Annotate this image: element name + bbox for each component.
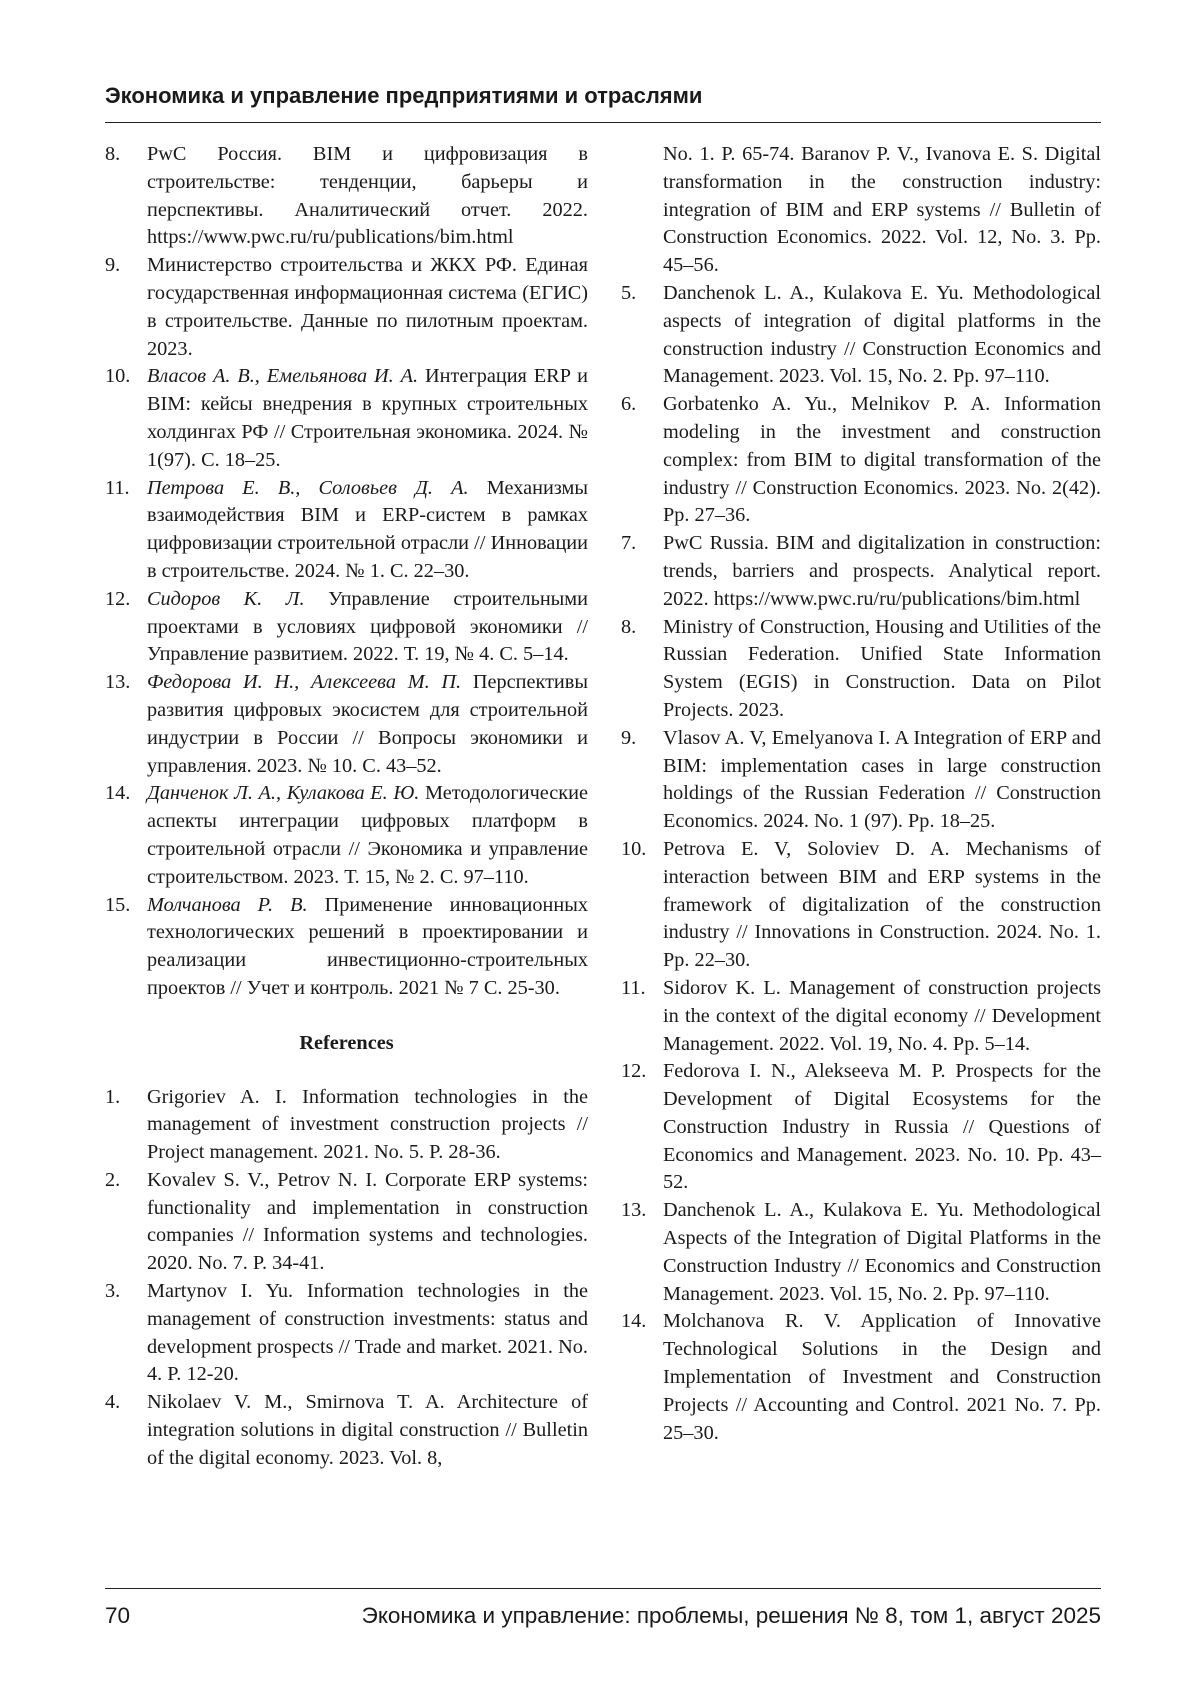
english-reference-list xyxy=(105,1084,588,1473)
reference-item: 11. Петрова Е. В., Соловьев Д. А. Механизмы взаимодействия BIM и ERP-систем в рамках цифровизации строительной отрасли // Инновации в строительстве. 2024. № 1. С. 22–30. xyxy=(105,476,588,582)
reference-item: 5. Danchenok L. A., Kulakova E. Yu. Methodological aspects of integration of digital platforms in the construction industry // Construction Economics and Management. 2023. Vol. 15, No. 2. Pp. 97–110. xyxy=(621,281,1101,388)
reference-item: 6. Gorbatenko A. Yu., Melnikov P. A. Information modeling in the investment and construction complex: from BIM to digital transformation of the industry // Construction Economics. 2023. No. 2(42). Pp. 27–36. xyxy=(621,393,1101,527)
reference-item: 9. Vlasov A. V, Emelyanova I. A Integration of ERP and BIM: implementation cases in large construction holdings of the Russian Federation // Construction Economics. 2024. No. 1 (97). Pp. 18–25. xyxy=(621,726,1101,833)
reference-continuation: No. 1. P. 65-74. Baranov P. V., Ivanova E. S. Digital transformation in the construction industry: integration of BIM and ERP systems // Bulletin of Construction Economics. 2022. Vol. 12, No. 3. Pp. 45–56. xyxy=(663,143,1101,277)
reference-item: 12. Fedorova I. N., Alekseeva M. P. Prospects for the Development of Digital Ecosystems for the Construction Industry in Russia // Questions of Economics and Management. 2023. No. 10. Pp. 43–52. xyxy=(621,1060,1101,1194)
reference-item: 12. Сидоров К. Л. Управление строительными проектами в условиях цифровой экономики // Управление развитием. 2022. Т. 19, № 4. С. 5–14. xyxy=(105,587,588,666)
reference-author: Данченок Л. А., Кулакова Е. Ю. xyxy=(147,782,420,805)
reference-item: 8. Ministry of Construction, Housing and Utilities of the Russian Federation. Unified State Information System (EGIS) in Construction. Data on Pilot Projects. 2023. xyxy=(621,615,1101,721)
running-header: Экономика и управление предприятиями и отраслями xyxy=(105,83,703,108)
page-number: 70 xyxy=(105,1603,131,1628)
footer-divider xyxy=(105,1588,1101,1589)
reference-item: 10. Власов А. В., Емельянова И. А. Интеграция ERP и BIM: кейсы внедрения в крупных строительных холдингах РФ // Строительная экономика. 2024. № 1(97). С. 18–25. xyxy=(105,365,588,471)
right-column xyxy=(621,141,1101,1447)
left-column xyxy=(105,141,588,1473)
reference-item: 2. Kovalev S. V., Petrov N. I. Corporate ERP systems: functionality and implementation in construction companies // Information systems and technologies. 2020. No. 7. P. 34-41. xyxy=(105,1168,588,1275)
page-footer xyxy=(105,1600,1101,1632)
reference-item: 1. Grigoriev A. I. Information technologies in the management of investment construction projects // Project management. 2021. No. 5. P. 28-36. xyxy=(105,1085,588,1164)
references-heading: References xyxy=(299,1031,394,1054)
journal-info: Экономика и управление: проблемы, решения № 8, том 1, август 2025 xyxy=(361,1603,1101,1628)
reference-item: 13. Федорова И. Н., Алексеева М. П. Перспективы развития цифровых экосистем для строительной индустрии в России // Вопросы экономики и управления. 2023. № 10. С. 43–52. xyxy=(105,671,588,777)
reference-author: Петрова Е. В., Соловьев Д. А. xyxy=(147,476,469,499)
reference-author: Сидоров К. Л. xyxy=(147,587,305,610)
reference-item: 3. Martynov I. Yu. Information technologies in the management of construction investments: status and development prospects // Trade and market. 2021. No. 4. P. 12-20. xyxy=(105,1280,588,1386)
reference-item: 13. Danchenok L. A., Kulakova E. Yu. Methodological Aspects of the Integration of Digital Platforms in the Construction Industry // Economics and Construction Management. 2023. Vol. 15, No. 2. Pp. 97–110. xyxy=(621,1199,1101,1305)
reference-item: 14. Данченок Л. А., Кулакова Е. Ю. Методологические аспекты интеграции цифровых платформ в строительной отрасли // Экономика и управление строительством. 2023. Т. 15, № 2. С. 97–110. xyxy=(105,782,588,888)
reference-item: 9. Министерство строительства и ЖКХ РФ. Единая государственная информационная система (ЕГИС) в строительстве. Данные по пилотным проектам. 2023. xyxy=(105,254,588,360)
russian-reference-list xyxy=(105,141,588,1003)
reference-author: Федорова И. Н., Алексеева М. П. xyxy=(147,671,462,694)
reference-item: 15. Молчанова Р. В. Применение инновационных технологических решений в проектировании и реализации инвестиционно-строительных проектов // Учет и контроль. 2021 № 7 С. 25-30. xyxy=(105,893,588,999)
reference-item: 8. PwC Россия. BIM и цифровизация в строительстве: тенденции, барьеры и перспективы. Аналитический отчет. 2022. https://www.pwc.ru/ru/publications/bim.html xyxy=(105,143,588,249)
reference-item: 14. Molchanova R. V. Application of Innovative Technological Solutions in the Design and Implementation of Investment and Construction Projects // Accounting and Control. 2021 No. 7. Pp. 25–30. xyxy=(621,1310,1101,1444)
reference-item: 11. Sidorov K. L. Management of construction projects in the context of the digital economy // Development Management. 2022. Vol. 19, No. 4. Pp. 5–14. xyxy=(621,976,1101,1055)
english-reference-list-continued xyxy=(621,141,1101,1447)
reference-item: 10. Petrova E. V, Soloviev D. A. Mechanisms of interaction between BIM and ERP systems in the framework of digitalization of the construction industry // Innovations in Construction. 2024. No. 1. Pp. 22–30. xyxy=(621,837,1101,972)
reference-author: Власов А. В., Емельянова И. А. xyxy=(147,365,419,388)
reference-author: Молчанова Р. В. xyxy=(147,893,308,916)
reference-item: 4. Nikolaev V. M., Smirnova T. A. Architecture of integration solutions in digital construction // Bulletin of the digital economy. 2023. Vol. 8, xyxy=(105,1391,588,1469)
header-divider xyxy=(105,122,1101,123)
reference-item: 7. PwC Russia. BIM and digitalization in construction: trends, barriers and prospects. Analytical report. 2022. https://www.pwc.ru/ru/publications/bim.html xyxy=(621,532,1101,610)
